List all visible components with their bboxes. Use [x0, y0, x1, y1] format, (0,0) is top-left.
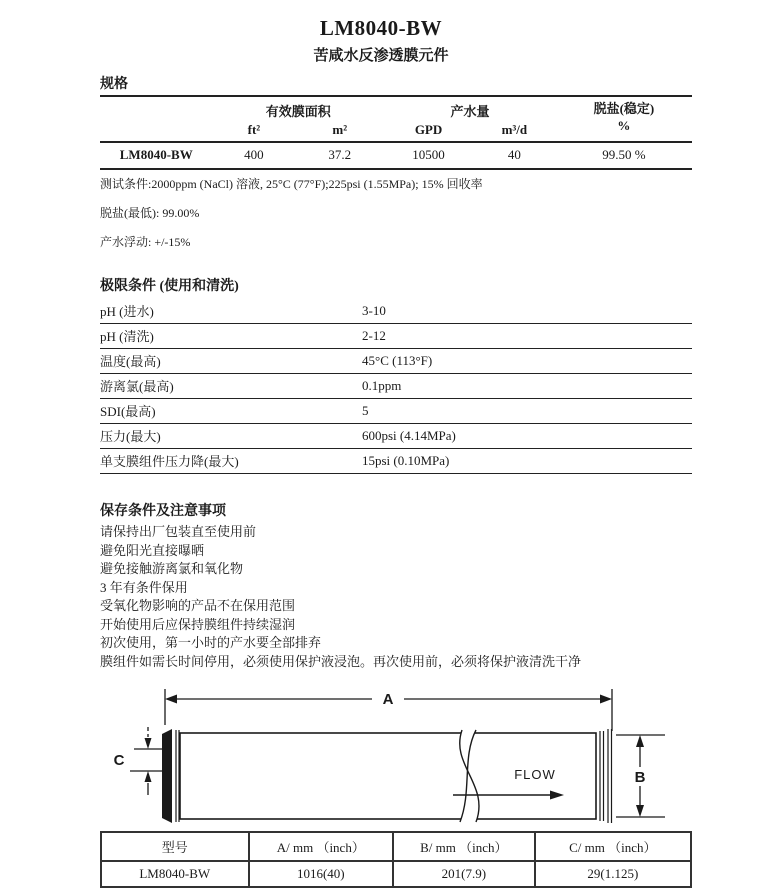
page-content — [100, 73, 692, 888]
limit-value: 600psi (4.14MPa) — [362, 424, 692, 449]
limit-value: 15psi (0.10MPa) — [362, 449, 692, 474]
limit-label: pH (进水) — [100, 299, 362, 324]
storage-note-line: 避免接触游离氯和氧化物 — [100, 561, 244, 576]
membrane-element-diagram — [100, 687, 692, 827]
limits-heading: 极限条件 (使用和清洗) — [100, 279, 239, 294]
dims-model-cell: LM8040-BW — [101, 861, 249, 887]
dims-header-c: C/ mm （inch） — [535, 832, 691, 861]
dims-a-cell: 1016(40) — [249, 861, 394, 887]
limit-value: 0.1ppm — [362, 374, 692, 399]
salt-rejection-unit: % — [617, 117, 631, 133]
flow-tolerance-note: 产水浮动: +/-15% — [100, 235, 191, 249]
limit-label: SDI(最高) — [100, 399, 362, 424]
spec-group-salt-rejection — [556, 96, 692, 142]
limits-table — [100, 299, 692, 474]
dim-a-label: A — [382, 691, 394, 708]
brine-seal-cap — [162, 729, 172, 823]
spec-subheader-m2: m² — [295, 121, 384, 142]
limits-row-free-chlorine — [100, 374, 692, 399]
dims-header-model: 型号 — [101, 832, 249, 861]
spec-table — [100, 95, 692, 170]
spec-group-membrane-area: 有效膜面积 — [265, 104, 331, 119]
limit-value: 3-10 — [362, 299, 692, 324]
spec-rejection-cell: 99.50 % — [602, 147, 646, 162]
salt-rejection-label: 脱盐(稳定) — [593, 101, 655, 116]
spec-area-m2-cell: 37.2 — [328, 147, 352, 162]
storage-note-line: 初次使用，第一小时的产水要全部排弃 — [100, 635, 322, 650]
storage-note-line: 请保持出厂包装直至使用前 — [100, 524, 257, 539]
storage-note-line: 避免阳光直接曝晒 — [100, 542, 205, 558]
specs-heading: 规格 — [100, 77, 128, 92]
storage-note-line: 3 年有条件保用 — [100, 579, 188, 595]
spec-blank-cell — [100, 121, 212, 142]
spec-model-cell: LM8040-BW — [119, 147, 193, 162]
dim-b-label: B — [634, 769, 646, 786]
limit-label: 压力(最大) — [100, 424, 362, 449]
dimensions-data-row — [101, 861, 691, 887]
dimensions-header-row — [101, 832, 691, 861]
spec-group-permeate-flow: 产水量 — [450, 104, 490, 119]
spec-flow-m3d-cell: 40 — [507, 147, 521, 162]
limit-label: 温度(最高) — [100, 349, 362, 374]
limits-row-ph-feed — [100, 299, 692, 324]
limits-row-sdi — [100, 399, 692, 424]
spec-data-row — [100, 142, 692, 169]
dim-c — [130, 727, 162, 795]
spec-flow-gpd-cell: 10500 — [412, 147, 445, 162]
limit-label: 单支膜组件压力降(最大) — [100, 449, 362, 474]
limit-value: 5 — [362, 399, 692, 424]
limits-row-ph-cleaning — [100, 324, 692, 349]
page-subtitle: 苦咸水反渗透膜元件 — [313, 48, 449, 64]
min-rejection-note: 脱盐(最低): 99.00% — [100, 206, 200, 220]
spec-area-ft2-cell: 400 — [244, 147, 264, 162]
limits-row-temperature — [100, 349, 692, 374]
spec-blank-cell — [100, 96, 212, 121]
dims-c-cell: 29(1.125) — [535, 861, 691, 887]
dims-b-cell: 201(7.9) — [393, 861, 535, 887]
spec-group-header-row — [100, 96, 692, 121]
spec-subheader-m3d: m³/d — [473, 121, 556, 142]
storage-heading: 保存条件及注意事项 — [100, 504, 226, 519]
limits-row-pressure — [100, 424, 692, 449]
flow-label: FLOW — [514, 767, 556, 782]
dim-c-label: C — [113, 752, 125, 769]
test-conditions-note: 测试条件:2000ppm (NaCl) 溶液, 25°C (77°F);225psi (1.55MPa); 15% 回收率 — [100, 177, 483, 191]
storage-note-line: 开始使用后应保持膜组件持续湿润 — [100, 616, 296, 632]
storage-note-line: 膜组件如需长时间停用，必须使用保护液浸泡。再次使用前，必须将保护液清洗干净 — [100, 653, 582, 669]
limit-label: 游离氯(最高) — [100, 374, 362, 399]
limits-row-pressure-drop — [100, 449, 692, 474]
limit-value: 2-12 — [362, 324, 692, 349]
dims-header-b: B/ mm （inch） — [393, 832, 535, 861]
storage-note-line: 受氧化物影响的产品不在保用范围 — [100, 598, 296, 613]
dimensions-table — [100, 831, 692, 888]
spec-subheader-gpd: GPD — [384, 121, 473, 142]
limit-label: pH (清洗) — [100, 324, 362, 349]
page-title: LM8040-BW — [319, 16, 443, 40]
dims-header-a: A/ mm （inch） — [249, 832, 394, 861]
limit-value: 45°C (113°F) — [362, 349, 692, 374]
spec-subheader-ft2: ft² — [212, 121, 295, 142]
